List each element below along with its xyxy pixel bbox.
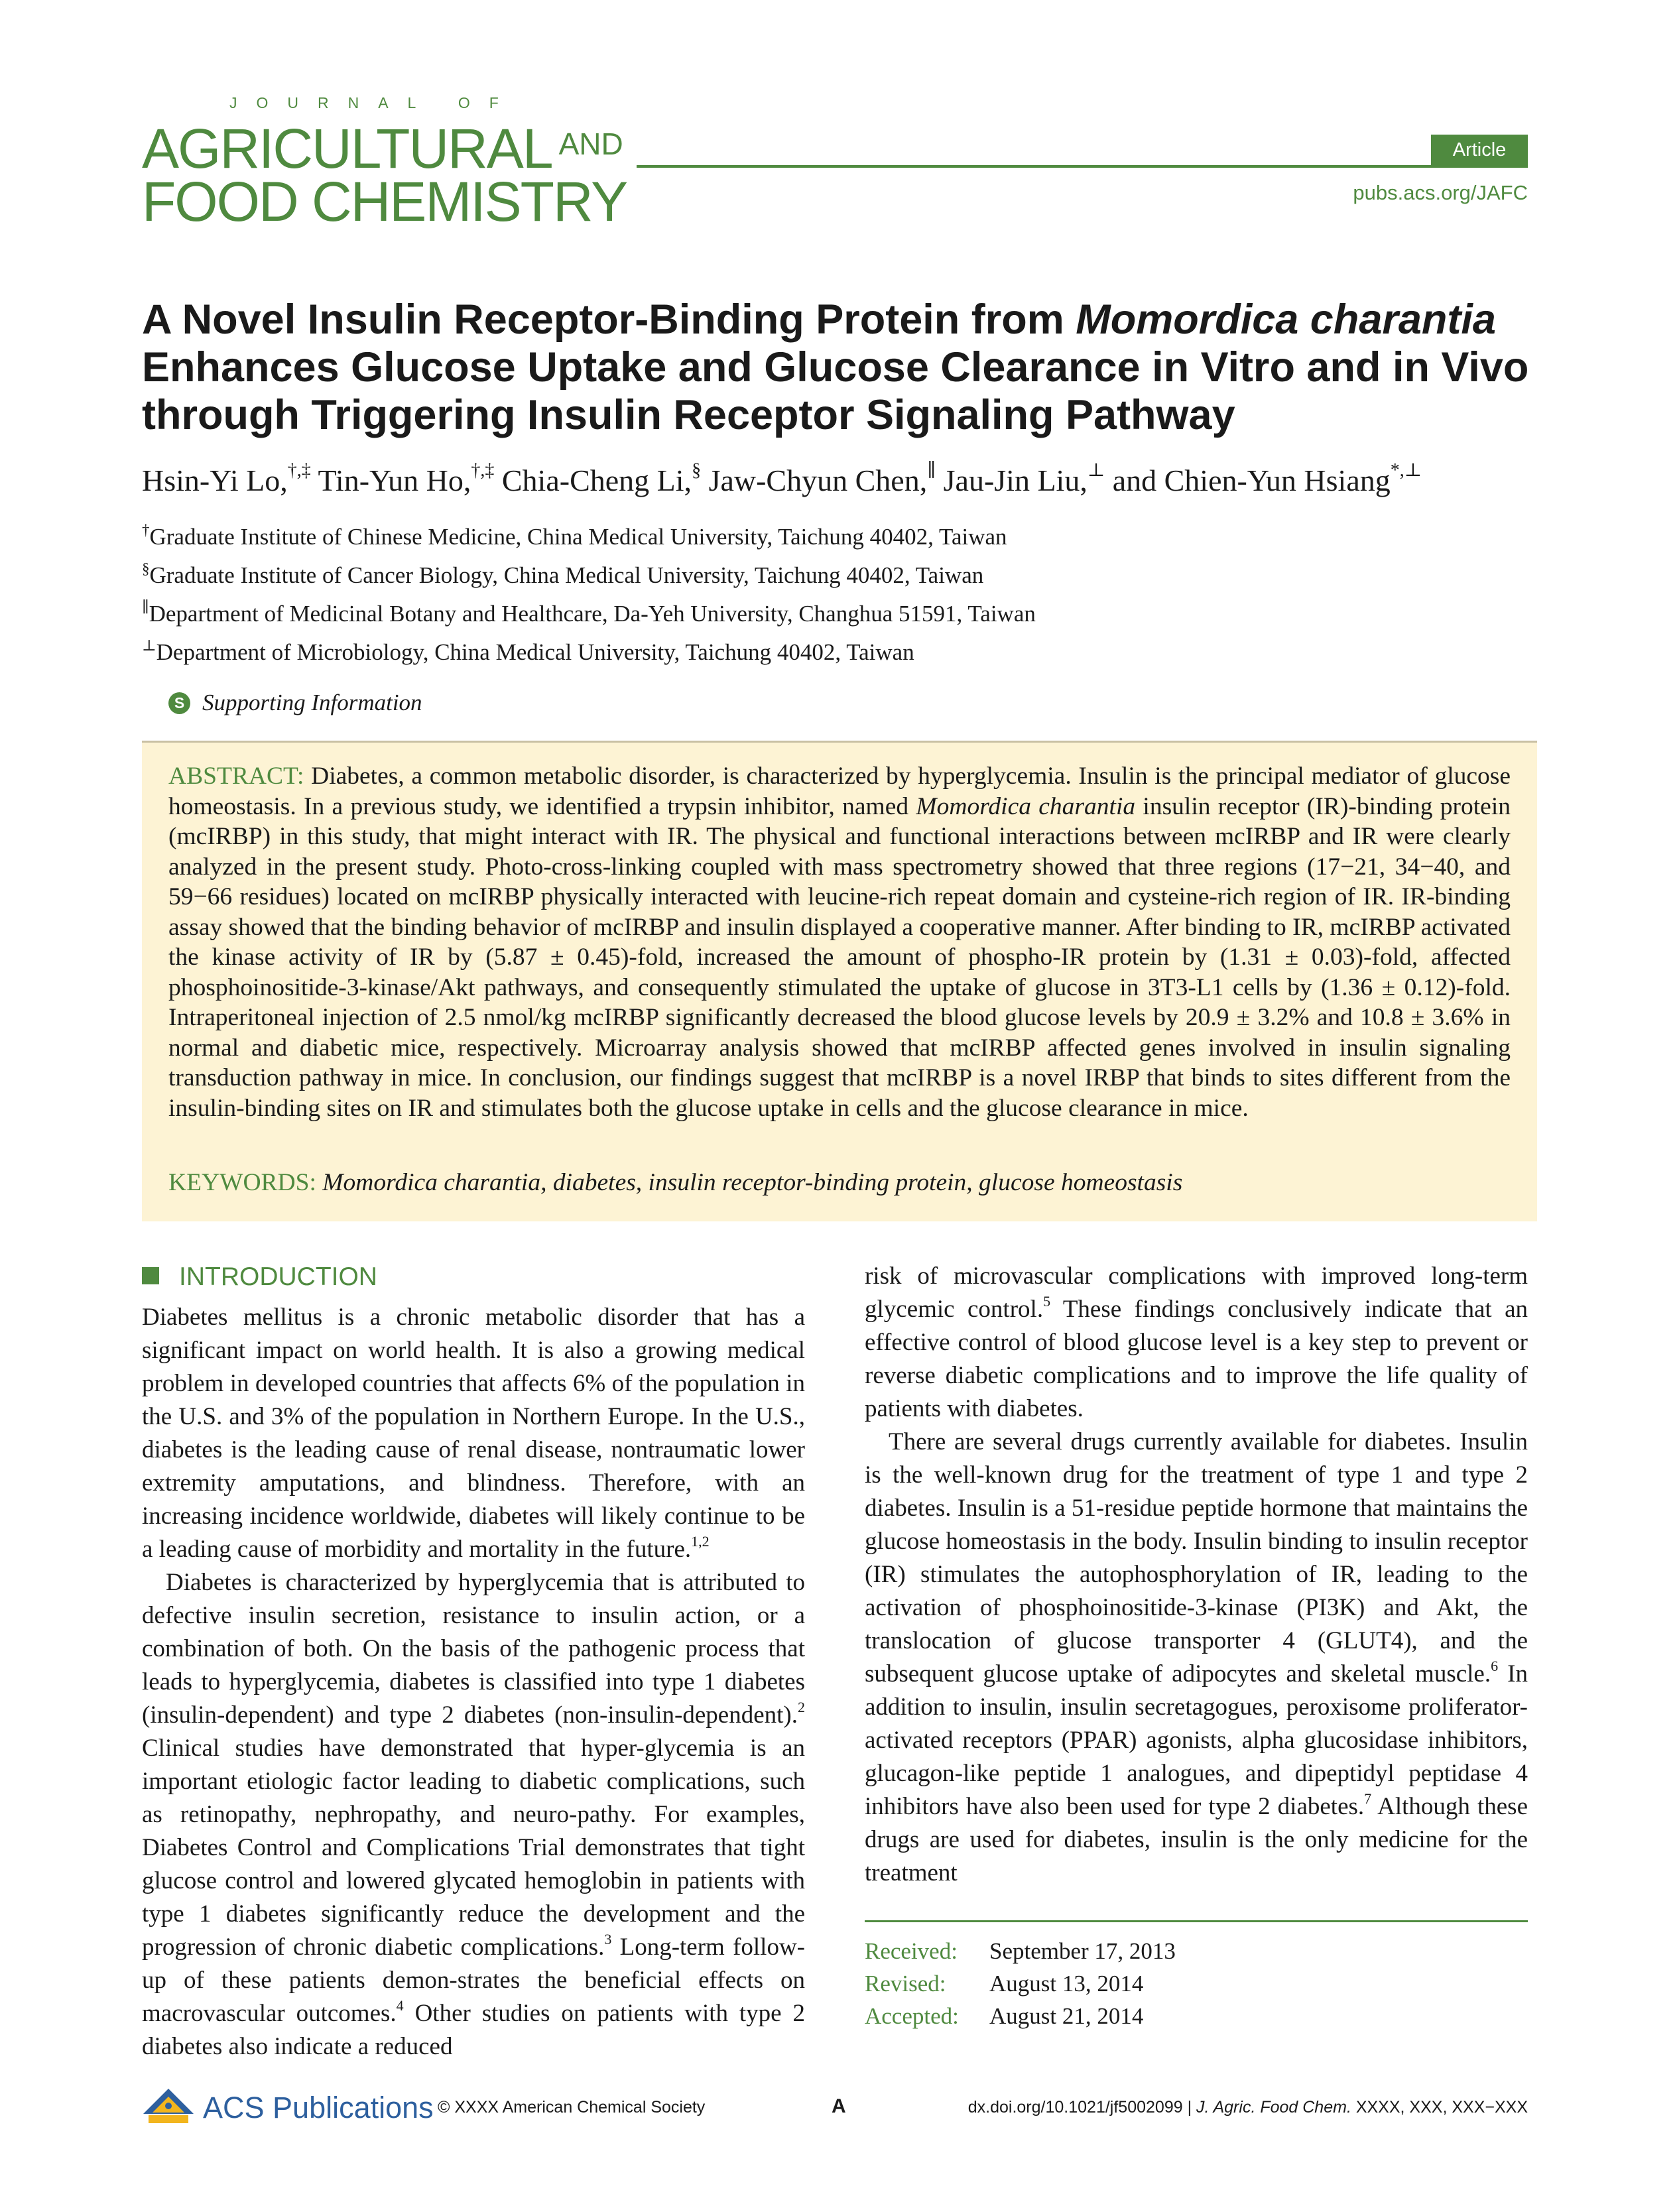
author[interactable]: and Chien-Yun Hsiang*,⊥	[1112, 460, 1422, 497]
author[interactable]: Tin-Yun Ho,†,‡	[318, 460, 495, 497]
author-affil-mark: †,‡	[287, 460, 311, 481]
affiliation: ⊥Department of Microbiology, China Medical University, Taichung 40402, Taiwan	[142, 637, 914, 665]
author-affil-mark: ∥	[927, 460, 936, 481]
doi-citation[interactable]: dx.doi.org/10.1021/jf5002099 | J. Agric. Food Chem. XXXX, XXX, XXX−XXX	[967, 2098, 1528, 2117]
journal-name-agricultural: AGRICULTURAL	[142, 117, 552, 180]
author[interactable]: Jau-Jin Liu,⊥	[943, 460, 1105, 497]
title-part1: A Novel Insulin Receptor-Binding Protein from	[142, 296, 1076, 343]
keywords-label: KEYWORDS:	[168, 1169, 316, 1196]
date-received: Received: September 17, 2013	[865, 1938, 1176, 1964]
left-column	[142, 1301, 805, 2060]
title-line-2: Enhances Glucose Uptake and Glucose Clearance in Vitro and in Vivo	[142, 344, 1529, 391]
supporting-information-link[interactable]: S Supporting Information	[168, 690, 422, 716]
reference-link[interactable]: 3	[604, 1931, 612, 1947]
journal-logo-line1	[142, 117, 623, 180]
article-title	[142, 296, 1537, 439]
journal-url-link[interactable]: pubs.acs.org/JAFC	[1353, 181, 1528, 204]
author-affil-mark: †,‡	[471, 460, 495, 481]
date-accepted: Accepted: August 21, 2014	[865, 2003, 1144, 2029]
author-affil-mark: §	[692, 460, 702, 481]
right-column	[865, 1260, 1528, 1903]
reference-link[interactable]: 4	[396, 1997, 404, 2014]
author-list	[142, 461, 1537, 501]
paragraph: Diabetes mellitus is a chronic metabolic disorder that has a significant impact on world health. It is also a growing medical problem in developed countries that affects 6% of the population in the U.S. and 3% of the population in Northern Europe. In the U.S., diabetes is the leading cause of renal disease, nontraumatic lower extremity amputations, and blindness. Therefore, with an increasing incidence worldwide, diabetes will likely continue to be a leading cause of morbidity and mortality in the future.$^{1,2}$	[142, 1304, 805, 1563]
page-number: A	[832, 2095, 846, 2117]
reference-link[interactable]: 7	[1364, 1790, 1372, 1807]
reference-link[interactable]: 2	[798, 1699, 805, 1715]
author[interactable]: Jaw-Chyun Chen,∥	[708, 460, 936, 497]
acs-publications-logo[interactable]: ACS Publications	[142, 2087, 434, 2126]
keywords	[168, 1168, 1511, 1197]
journal-logo-line2: FOOD CHEMISTRY	[142, 170, 627, 233]
date-revised: Revised: August 13, 2014	[865, 1971, 1144, 1997]
section-heading-introduction: INTRODUCTION	[142, 1262, 377, 1292]
paragraph: risk of microvascular complications with improved long-term glycemic control.$^5$ These findings conclusively indicate that an effective control of blood glucose level is a key step to prevent or reverse diabetic complications and to improve the life quality of patients with diabetes.	[865, 1262, 1528, 1422]
supporting-info-icon: S	[168, 692, 190, 714]
section-square-icon	[142, 1267, 159, 1284]
title-species: Momordica charantia	[1076, 296, 1496, 343]
journal-name-and: AND	[558, 127, 623, 161]
abstract-text: ABSTRACT: Diabetes, a common metabolic disorder, is characterized by hyperglycemia. Insulin is the principal mediator of glucose homeostasis. In a previous study, we identified a trypsin inhibitor, named Momordica charantia insulin receptor (IR)-binding protein (mcIRBP) in this study, that might interact with IR. The physical and functional interactions between mcIRBP and IR were clearly analyzed in the present study. Photo-cross-linking coupled with mass spectrometry showed that three regions (17−21, 34−40, and 59−66 residues) located on mcIRBP physically interacted with leucine-rich repeat domain and cysteine-rich region of IR. IR-binding assay showed that the binding behavior of mcIRBP and insulin displayed a cooperative manner. After binding to IR, mcIRBP activated the kinase activity of IR by (5.87 ± 0.45)-fold, increased the amount of phospho-IR protein by (1.31 ± 0.03)-fold, affected phosphoinositide-3-kinase/Akt pathways, and consequently stimulated the uptake of glucose in 3T3-L1 cells by (1.36 ± 0.12)-fold. Intraperitoneal injection of 2.5 nmol/kg mcIRBP significantly decreased the blood glucose levels by 20.9 ± 3.2% and 10.8 ± 3.6% in normal and diabetic mice, respectively. Microarray analysis showed that mcIRBP affected genes involved in insulin signaling transduction pathway in mice. In conclusion, our findings suggest that mcIRBP is a novel IRBP that binds to sites different from the insulin-binding sites on IR and stimulates both the glucose uptake in cells and the glucose clearance in mice.	[168, 763, 1511, 1122]
title-line-3: through Triggering Insulin Receptor Signaling Pathway	[142, 392, 1235, 438]
author-affil-mark: ⊥	[1087, 460, 1105, 481]
reference-link[interactable]: 1,2	[691, 1533, 710, 1550]
author[interactable]: Hsin-Yi Lo,†,‡	[142, 460, 311, 497]
affiliation: ∥Department of Medicinal Botany and Healthcare, Da-Yeh University, Changhua 51591, Taiwan	[142, 599, 1036, 627]
journal-of-label: JOURNAL OF	[229, 94, 518, 111]
article-type-badge: Article	[1431, 135, 1528, 165]
affiliation: †Graduate Institute of Chinese Medicine, China Medical University, Taichung 40402, Taiwan	[142, 522, 1007, 550]
keywords-value: Momordica charantia, diabetes, insulin receptor-binding protein, glucose homeostasis	[322, 1169, 1183, 1196]
acs-emblem-icon	[142, 2087, 195, 2126]
publication-dates	[865, 1935, 1528, 2032]
reference-link[interactable]: 5	[1043, 1293, 1051, 1310]
dates-divider	[865, 1920, 1528, 1922]
reference-link[interactable]: 6	[1491, 1658, 1499, 1674]
title-line-1	[142, 296, 1537, 343]
paragraph: Diabetes is characterized by hyperglycemia that is attributed to defective insulin secretion, resistance to insulin action, or a combination of both. On the basis of the pathogenic process that leads to hyperglycemia, diabetes is classified into type 1 diabetes (insulin-dependent) and type 2 diabetes (non-insulin-dependent).$^2$ Clinical studies have demonstrated that hyper-glycemia is an important etiologic factor leading to diabetic complications, such as retinopathy, nephropathy, and neuro-pathy. For examples, Diabetes Control and Complications Trial demonstrates that tight glucose control and lowered glycated hemoglobin in patients with type 1 diabetes significantly reduce the development and the progression of chronic diabetic complications.$^3$ Long-term follow-up of these patients demon-strates the beneficial effects on macrovascular outcomes.$^4$ Other studies on patients with type 2 diabetes also indicate a reduced	[142, 1569, 805, 2060]
header-divider	[637, 165, 1528, 168]
abstract-label: ABSTRACT:	[168, 763, 304, 790]
author-affil-mark: *,⊥	[1390, 460, 1422, 481]
author[interactable]: Chia-Cheng Li,§	[501, 460, 702, 497]
copyright-notice: © XXXX American Chemical Society	[438, 2098, 706, 2117]
paragraph: There are several drugs currently available for diabetes. Insulin is the well-known drug for the treatment of type 1 and type 2 diabetes. Insulin is a 51-residue peptide hormone that maintains the glucose homeostasis in the body. Insulin binding to insulin receptor (IR) stimulates the autophosphorylation of IR, leading to the activation of phosphoinositide-3-kinase (PI3K) and Akt, the translocation of glucose transporter 4 (GLUT4), and the subsequent glucose uptake of adipocytes and skeletal muscle.$^6$ In addition to insulin, insulin secretagogues, peroxisome proliferator-activated receptors (PPAR) agonists, alpha glucosidase inhibitors, glucagon-like peptide 1 analogues, and dipeptidyl peptidase 4 inhibitors have also been used for type 2 diabetes.$^7$ Although these drugs are used for diabetes, insulin is the only medicine for the treatment	[865, 1428, 1528, 1886]
affiliation: §Graduate Institute of Cancer Biology, China Medical University, Taichung 40402, Taiwan	[142, 560, 984, 588]
